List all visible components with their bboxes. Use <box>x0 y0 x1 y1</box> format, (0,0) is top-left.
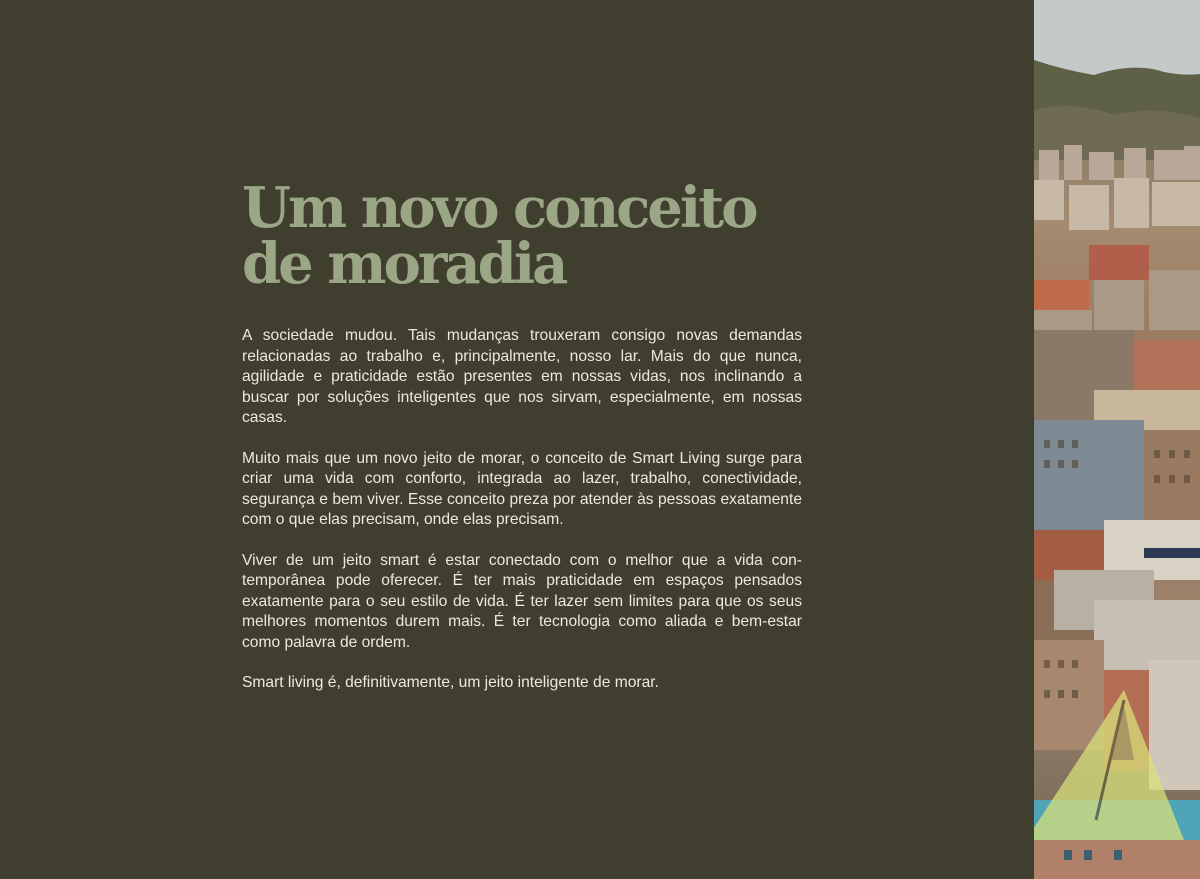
city-photo-illustration <box>1034 0 1200 879</box>
paragraph-1: A sociedade mudou. Tais mudanças trouxeram consigo novas demandas relacionadas ao trabalho e, principalmente, nosso lar. Mais do que nunca, agilidade e praticidade estão presentes em nossas vidas, nos inclinando a buscar por soluções inteligentes que nos sirvam, especialmente, em nossas casas. <box>242 327 802 426</box>
body-text <box>242 326 802 694</box>
paragraph-3: Viver de um jeito smart é estar conectado com o melhor que a vida contemporânea pode oferecer. É ter mais praticidade em espaços pensados exatamente para o seu estilo de vida. É ter lazer sem limites para que os seus melhores momentos durem mais. É ter tecnologia como aliada e bem-estar como palavra de ordem. <box>242 551 802 651</box>
page-title-line-2: de moradia <box>242 231 566 297</box>
page-title <box>242 175 802 297</box>
city-photo <box>1034 0 1200 879</box>
text-column <box>242 175 802 714</box>
paragraph-2: Muito mais que um novo jeito de morar, o conceito de Smart Living surge para criar uma vida com conforto, integrada ao lazer, trabalho, conectividade, segurança e bem viver. Esse conceito preza por atender às pessoas exatamente com o que elas precisam, onde elas precisam. <box>242 449 802 528</box>
page-title-line-1: Um novo conceito <box>242 175 756 241</box>
paragraph-4: Smart living é, definitivamente, um jeito inteligente de morar. <box>242 674 659 691</box>
